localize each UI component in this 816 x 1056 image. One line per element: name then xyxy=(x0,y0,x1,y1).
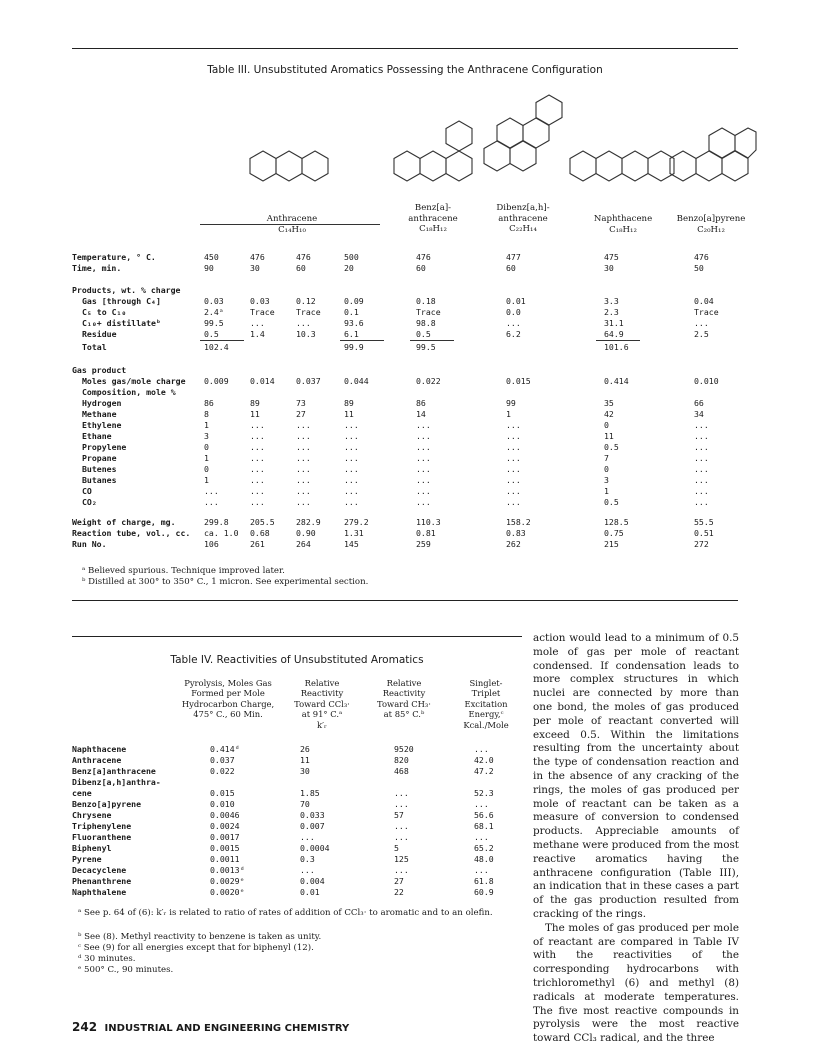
table4-row-name: Naphthalene xyxy=(72,887,127,897)
table4-cell: 0.007 xyxy=(300,821,325,831)
table3-cell: ... xyxy=(296,318,311,328)
table3-cell: 3.3 xyxy=(604,296,619,306)
table3-cell: 0.015 xyxy=(506,376,531,386)
table3-cell: ... xyxy=(344,497,359,507)
table3-cell: ... xyxy=(694,453,709,463)
table3-cell: ... xyxy=(204,486,219,496)
table4-cell: 48.0 xyxy=(474,854,494,864)
table4-footnote-b: ᵇ See (8). Methyl reactivity to benzene is taken as unity. xyxy=(78,932,322,942)
table3-cell: 55.5 xyxy=(694,517,714,527)
table3-cell: ... xyxy=(694,464,709,474)
table3-cell: 30 xyxy=(250,263,260,273)
body-text-column xyxy=(533,632,739,1046)
table3-cell: 0.81 xyxy=(416,528,436,538)
table3-cell: ... xyxy=(296,464,311,474)
compound-naphthacene-name: Naphthacene C₁₈H₁₂ xyxy=(593,214,653,235)
table4-top-rule xyxy=(72,636,522,637)
table3-cell: 6.2 xyxy=(506,329,521,339)
table3-cell: ... xyxy=(416,453,431,463)
table3-cell: ... xyxy=(344,453,359,463)
table4-cell: 820 xyxy=(394,755,409,765)
table3-cell: 500 xyxy=(344,252,359,262)
table3-cell: 299.8 xyxy=(204,517,229,527)
table3-cell: 99.5 xyxy=(416,342,436,352)
table3-cell: ... xyxy=(416,486,431,496)
table3-cell: ... xyxy=(250,486,265,496)
table3-cell: 6.1 xyxy=(344,329,359,339)
table3-cell: ... xyxy=(694,318,709,328)
table3-cell: ... xyxy=(506,420,521,430)
table3-cell: 0.75 xyxy=(604,528,624,538)
table3-cell: ... xyxy=(694,486,709,496)
benzanthracene-structure-image xyxy=(392,118,482,198)
table3-footnote-a: ᵃ Believed spurious. Technique improved later. xyxy=(82,566,285,576)
table4-cell: 30 xyxy=(300,766,310,776)
table3-cell: 1 xyxy=(506,409,511,419)
table3-cell: 7 xyxy=(604,453,609,463)
table3-cell: ... xyxy=(506,497,521,507)
table3-cell: 475 xyxy=(604,252,619,262)
table3-cell: 0.83 xyxy=(506,528,526,538)
table4-cell: ... xyxy=(394,788,409,798)
table4-cell: 5 xyxy=(394,843,399,853)
row-label-co2: CO₂ xyxy=(82,497,97,507)
table3-cell: 3 xyxy=(604,475,609,485)
table3-cell: 477 xyxy=(506,252,521,262)
table4-cell: 468 xyxy=(394,766,409,776)
table4-row-name: Biphenyl xyxy=(72,843,112,853)
table3-cell: 86 xyxy=(416,398,426,408)
table3-cell: ... xyxy=(694,431,709,441)
table3-cell: 2.3 xyxy=(604,307,619,317)
table4-cell: 0.022 xyxy=(210,766,235,776)
table3-cell: 0 xyxy=(204,464,209,474)
table3-cell: ... xyxy=(416,475,431,485)
table3-cell: ... xyxy=(204,497,219,507)
table4-cell: ... xyxy=(474,832,489,842)
row-label-methane: Methane xyxy=(82,409,117,419)
table3-cell: 1 xyxy=(604,486,609,496)
table3-title: Table III. Unsubstituted Aromatics Possessing the Anthracene Configuration xyxy=(207,64,603,76)
row-label-weight: Weight of charge, mg. xyxy=(72,517,176,527)
table3-cell: Trace xyxy=(694,307,719,317)
table4-cell: 42.0 xyxy=(474,755,494,765)
table3-cell: ... xyxy=(416,420,431,430)
table3-cell: 0.014 xyxy=(250,376,275,386)
table3-cell: 1 xyxy=(204,420,209,430)
table3-cell: 66 xyxy=(694,398,704,408)
table4-row-name: Phenanthrene xyxy=(72,876,132,886)
table4-cell: ... xyxy=(474,799,489,809)
compound-benzopyrene-name: Benzo[a]pyrene C₂₀H₁₂ xyxy=(676,214,746,235)
table3-cell: ... xyxy=(296,453,311,463)
table4-footnote-c: ᶜ See (9) for all energies except that for biphenyl (12). xyxy=(78,943,314,953)
row-label-co: CO xyxy=(82,486,92,496)
table3-cell: 128.5 xyxy=(604,517,629,527)
table3-cell: 99 xyxy=(506,398,516,408)
table3-cell: 0.12 xyxy=(296,296,316,306)
table4-cell: 0.3 xyxy=(300,854,315,864)
row-label-butenes: Butenes xyxy=(82,464,117,474)
table3-cell: ... xyxy=(694,497,709,507)
table4-cell: 0.015 xyxy=(210,788,235,798)
table3-cell: 98.8 xyxy=(416,318,436,328)
table3-cell: 110.3 xyxy=(416,517,441,527)
table3-cell: ... xyxy=(694,475,709,485)
t4-header-energy: Singlet- Triplet Excitation Energy,ᶜ Kcal./Mole xyxy=(463,678,509,730)
table3-cell: 259 xyxy=(416,539,431,549)
table3-cell: ... xyxy=(506,442,521,452)
table4-cell: 0.0029ᵉ xyxy=(210,876,245,886)
table4-title: Table IV. Reactivities of Unsubstituted Aromatics xyxy=(170,654,424,666)
table4-cell: 0.0017 xyxy=(210,832,240,842)
table3-cell: 158.2 xyxy=(506,517,531,527)
table3-cell: ... xyxy=(344,475,359,485)
table3-cell: 11 xyxy=(250,409,260,419)
table3-cell: 264 xyxy=(296,539,311,549)
row-label-ethane: Ethane xyxy=(82,431,112,441)
table4-cell: 56.6 xyxy=(474,810,494,820)
t4-header-pyrolysis: Pyrolysis, Moles Gas Formed per Mole Hydrocarbon Charge, 475° C., 60 Min. xyxy=(181,678,275,720)
table3-cell: 0.90 xyxy=(296,528,316,538)
row-label-ethylene: Ethylene xyxy=(82,420,122,430)
table3-cell: ... xyxy=(344,431,359,441)
table3-cell: ... xyxy=(250,464,265,474)
t4-header-ccl3: Relative Reactivity Toward CCl₃· at 91° C.ᵃ k′ᵣ xyxy=(294,678,350,730)
table4-row-name: Chrysene xyxy=(72,810,112,820)
table4-cell: 0.004 xyxy=(300,876,325,886)
body-paragraph: action would lead to a minimum of 0.5 mole of gas per mole of reactant condensed. If condensation leads to more complex structures in which nuclei are connected by more than one bond, the moles of gas produced per mole of reactant converted will exceed 0.5. Within the limitations resulting from the uncertainty about the type of condensation reaction and in the absence of any cracking of the rings, the moles of gas produced per mole of reactant can be taken as a measure of conversion to condensed products. Appreciable amounts of methane were produced from the most reactive aromatics having the anthracene configuration (Table III), an indication that in these cases a part of the gas production resulted from cracking of the rings. xyxy=(533,632,739,920)
row-label-total: Total xyxy=(82,342,107,352)
table4-cell: 0.0020ᵉ xyxy=(210,887,245,897)
table3-cell: 99.5 xyxy=(204,318,224,328)
table3-cell: ... xyxy=(250,497,265,507)
table4-row-name: Dibenz[a,h]anthra- xyxy=(72,777,161,787)
table3-cell: 2.4ᵃ xyxy=(204,307,224,317)
table3-cell: 1 xyxy=(204,453,209,463)
top-rule xyxy=(72,48,738,49)
table4-cell: 0.0004 xyxy=(300,843,330,853)
table3-cell: 11 xyxy=(604,431,614,441)
table3-cell: 1.31 xyxy=(344,528,364,538)
row-label-gas-product: Gas product xyxy=(72,365,127,375)
table3-cell: ... xyxy=(296,497,311,507)
table3-cell: 205.5 xyxy=(250,517,275,527)
table3-cell: 2.5 xyxy=(694,329,709,339)
table3-cell: 0.0 xyxy=(506,307,521,317)
table3-cell: ... xyxy=(506,431,521,441)
row-label-run-no: Run No. xyxy=(72,539,107,549)
sum-rule xyxy=(596,340,640,341)
journal-name: INDUSTRIAL AND ENGINEERING CHEMISTRY xyxy=(104,1023,350,1034)
table3-cell: ... xyxy=(250,475,265,485)
table3-cell: 3 xyxy=(204,431,209,441)
table4-cell: 0.033 xyxy=(300,810,325,820)
table3-cell: 215 xyxy=(604,539,619,549)
table4-row-name: Anthracene xyxy=(72,755,122,765)
page-footer xyxy=(72,1020,349,1034)
table3-cell: 476 xyxy=(250,252,265,262)
table4-cell: 0.414ᵈ xyxy=(210,744,240,754)
table3-cell: 0.414 xyxy=(604,376,629,386)
table3-cell: 476 xyxy=(416,252,431,262)
table3-cell: 0.037 xyxy=(296,376,321,386)
table3-cell: 35 xyxy=(604,398,614,408)
table3-cell: ... xyxy=(694,442,709,452)
table3-cell: ... xyxy=(344,442,359,452)
table3-cell: 101.6 xyxy=(604,342,629,352)
table4-cell: 0.037 xyxy=(210,755,235,765)
row-label-butanes: Butanes xyxy=(82,475,117,485)
row-label-products-heading: Products, wt. % charge xyxy=(72,285,181,295)
t4-header-ch3: Relative Reactivity Toward CH₃· at 85° C.ᵇ xyxy=(377,678,431,720)
row-label-hydrogen: Hydrogen xyxy=(82,398,122,408)
table3-cell: ... xyxy=(296,475,311,485)
table4-cell: 0.0011 xyxy=(210,854,240,864)
table3-cell: 0.68 xyxy=(250,528,270,538)
row-label-moles-gas: Moles gas/mole charge xyxy=(82,376,186,386)
table4-row-name: Naphthacene xyxy=(72,744,127,754)
table4-row-name: Benz[a]anthracene xyxy=(72,766,156,776)
table3-cell: 0.009 xyxy=(204,376,229,386)
table3-cell: 476 xyxy=(296,252,311,262)
table3-cell: ... xyxy=(296,442,311,452)
table3-cell: 0.044 xyxy=(344,376,369,386)
table3-cell: 0.01 xyxy=(506,296,526,306)
table3-cell: 89 xyxy=(250,398,260,408)
table3-cell: 1 xyxy=(204,475,209,485)
table4-row-name: Fluoranthene xyxy=(72,832,132,842)
table4-cell: 22 xyxy=(394,887,404,897)
table3-cell: 145 xyxy=(344,539,359,549)
table3-cell: 450 xyxy=(204,252,219,262)
row-label-residue: Residue xyxy=(82,329,117,339)
anthracene-structure-image xyxy=(248,148,338,198)
sum-rule xyxy=(340,340,384,341)
table4-row-name: Decacyclene xyxy=(72,865,127,875)
table3-cell: 0.5 xyxy=(604,497,619,507)
table4-cell: ... xyxy=(394,821,409,831)
table3-cell: 282.9 xyxy=(296,517,321,527)
table3-cell: 34 xyxy=(694,409,704,419)
row-label-c5-c10: C₅ to C₁₀ xyxy=(82,307,127,317)
table4-cell: ... xyxy=(474,744,489,754)
table4-row-name: Pyrene xyxy=(72,854,102,864)
row-label-propane: Propane xyxy=(82,453,117,463)
table3-cell: 50 xyxy=(694,263,704,273)
row-label-tube-volume: Reaction tube, vol., cc. xyxy=(72,528,191,538)
table4-cell: 52.3 xyxy=(474,788,494,798)
table3-cell: ... xyxy=(296,486,311,496)
body-paragraph: The moles of gas produced per mole of reactant are compared in Table IV with the reactivities of the corresponding hydrocarbons with trichloromethyl (6) and methyl (8) radicals at moderate temperatures. The five most reactive compounds in pyrolysis were the most reactive toward CCl₃ radical, and the three xyxy=(533,921,739,1045)
table3-cell: 8 xyxy=(204,409,209,419)
table3-cell: ... xyxy=(694,420,709,430)
table3-cell: 99.9 xyxy=(344,342,364,352)
table4-cell: 0.0024 xyxy=(210,821,240,831)
table3-cell: 279.2 xyxy=(344,517,369,527)
row-label-gas: Gas [through C₄] xyxy=(82,296,161,306)
table3-cell: 89 xyxy=(344,398,354,408)
table3-cell: 90 xyxy=(204,263,214,273)
table3-cell: Trace xyxy=(296,307,321,317)
table4-cell: 70 xyxy=(300,799,310,809)
table3-cell: ... xyxy=(250,318,265,328)
table3-cell: 27 xyxy=(296,409,306,419)
table3-cell: 64.9 xyxy=(604,329,624,339)
table3-cell: 0 xyxy=(604,420,609,430)
table3-cell: ... xyxy=(506,486,521,496)
table3-cell: ... xyxy=(416,464,431,474)
table3-cell: 0.022 xyxy=(416,376,441,386)
table3-cell: 262 xyxy=(506,539,521,549)
benzopyrene-structure-image xyxy=(668,118,758,198)
table4-cell: 0.0046 xyxy=(210,810,240,820)
compound-benzanthracene-name: Benz[a]- anthracene C₁₈H₁₂ xyxy=(408,203,458,234)
row-label-c10-distillate: C₁₀+ distillateᵇ xyxy=(82,318,161,328)
row-label-propylene: Propylene xyxy=(82,442,127,452)
sum-rule xyxy=(200,340,244,341)
table4-cell: 47.2 xyxy=(474,766,494,776)
table4-cell: 11 xyxy=(300,755,310,765)
table4-row-name: Triphenylene xyxy=(72,821,132,831)
table4-cell: ... xyxy=(394,865,409,875)
table3-cell: ... xyxy=(506,318,521,328)
row-label-temperature: Temperature, ° C. xyxy=(72,252,156,262)
table4-footnote-d: ᵈ 30 minutes. xyxy=(78,954,136,964)
table3-cell: 86 xyxy=(204,398,214,408)
table3-cell: 476 xyxy=(694,252,709,262)
dibenzanthracene-structure-image xyxy=(482,88,572,198)
table4-cell: ... xyxy=(394,799,409,809)
table3-cell: 30 xyxy=(604,263,614,273)
table3-cell: ca. 1.0 xyxy=(204,528,239,538)
table3-cell: 0 xyxy=(204,442,209,452)
table3-cell: ... xyxy=(344,420,359,430)
table3-cell: 60 xyxy=(296,263,306,273)
table3-cell: 0.5 xyxy=(204,329,219,339)
table4-cell: 1.85 xyxy=(300,788,320,798)
table3-cell: ... xyxy=(506,475,521,485)
table4-cell: 26 xyxy=(300,744,310,754)
table3-cell: 42 xyxy=(604,409,614,419)
anthracene-header-rule xyxy=(200,224,380,225)
table3-cell: ... xyxy=(506,464,521,474)
compound-anthracene-name: Anthracene C₁₄H₁₀ xyxy=(266,214,318,235)
table3-cell: ... xyxy=(250,420,265,430)
table4-cell: 0.01 xyxy=(300,887,320,897)
table3-cell: 11 xyxy=(344,409,354,419)
compound-dibenzanthracene-name: Dibenz[a,h]- anthracene C₂₂H₁₄ xyxy=(496,203,550,234)
table3-cell: ... xyxy=(344,486,359,496)
table3-cell: 60 xyxy=(416,263,426,273)
table3-cell: 0.04 xyxy=(694,296,714,306)
table3-cell: 10.3 xyxy=(296,329,316,339)
table4-cell: 61.8 xyxy=(474,876,494,886)
table3-cell: 73 xyxy=(296,398,306,408)
table3-cell: 261 xyxy=(250,539,265,549)
table3-cell: 0.51 xyxy=(694,528,714,538)
table4-row-name: Benzo[a]pyrene xyxy=(72,799,142,809)
table4-row-name: cene xyxy=(72,788,92,798)
table3-cell: 0.010 xyxy=(694,376,719,386)
table3-cell: ... xyxy=(296,431,311,441)
table3-cell: ... xyxy=(344,464,359,474)
table3-cell: ... xyxy=(250,442,265,452)
naphthacene-structure-image xyxy=(568,148,678,198)
row-label-time: Time, min. xyxy=(72,263,122,273)
table3-cell: 272 xyxy=(694,539,709,549)
table3-cell: 0.5 xyxy=(416,329,431,339)
table3-cell: 0.1 xyxy=(344,307,359,317)
table3-bottom-rule xyxy=(72,600,738,601)
table3-cell: Trace xyxy=(416,307,441,317)
table3-cell: 0.03 xyxy=(204,296,224,306)
table4-cell: 27 xyxy=(394,876,404,886)
table4-cell: ... xyxy=(300,865,315,875)
table3-cell: 102.4 xyxy=(204,342,229,352)
table4-footnote-a: ᵃ See p. 64 of (6): k′ᵣ is related to ratio of rates of addition of CCl₃· to aromatic and to an olefin. xyxy=(78,908,493,918)
table3-cell: ... xyxy=(250,431,265,441)
table4-cell: ... xyxy=(394,832,409,842)
table3-cell: 1.4 xyxy=(250,329,265,339)
table3-cell: 20 xyxy=(344,263,354,273)
table3-cell: ... xyxy=(416,442,431,452)
table3-cell: ... xyxy=(296,420,311,430)
table3-cell: 0.09 xyxy=(344,296,364,306)
table4-cell: 57 xyxy=(394,810,404,820)
table4-cell: ... xyxy=(300,832,315,842)
table3-cell: 0 xyxy=(604,464,609,474)
table4-cell: 0.0015 xyxy=(210,843,240,853)
table4-cell: 125 xyxy=(394,854,409,864)
table4-cell: 65.2 xyxy=(474,843,494,853)
table3-cell: 0.03 xyxy=(250,296,270,306)
table3-cell: 93.6 xyxy=(344,318,364,328)
table3-cell: ... xyxy=(416,497,431,507)
table4-footnote-e: ᵉ 500° C., 90 minutes. xyxy=(78,965,174,975)
table4-cell: ... xyxy=(474,865,489,875)
table3-cell: 106 xyxy=(204,539,219,549)
table3-footnote-b: ᵇ Distilled at 300° to 350° C., 1 micron. See experimental section. xyxy=(82,577,369,587)
table3-cell: ... xyxy=(506,453,521,463)
table3-cell: ... xyxy=(250,453,265,463)
row-label-composition: Composition, mole % xyxy=(82,387,176,397)
table3-cell: 31.1 xyxy=(604,318,624,328)
table4-cell: 0.0013ᵈ xyxy=(210,865,245,875)
table3-cell: 60 xyxy=(506,263,516,273)
table4-cell: 60.9 xyxy=(474,887,494,897)
table3-cell: 0.18 xyxy=(416,296,436,306)
table4-cell: 9520 xyxy=(394,744,414,754)
table4-cell: 68.1 xyxy=(474,821,494,831)
table4-cell: 0.010 xyxy=(210,799,235,809)
table3-cell: 14 xyxy=(416,409,426,419)
table3-cell: ... xyxy=(416,431,431,441)
sum-rule xyxy=(410,340,454,341)
table3-cell: Trace xyxy=(250,307,275,317)
table3-cell: 0.5 xyxy=(604,442,619,452)
page-number: 242 xyxy=(72,1020,98,1034)
